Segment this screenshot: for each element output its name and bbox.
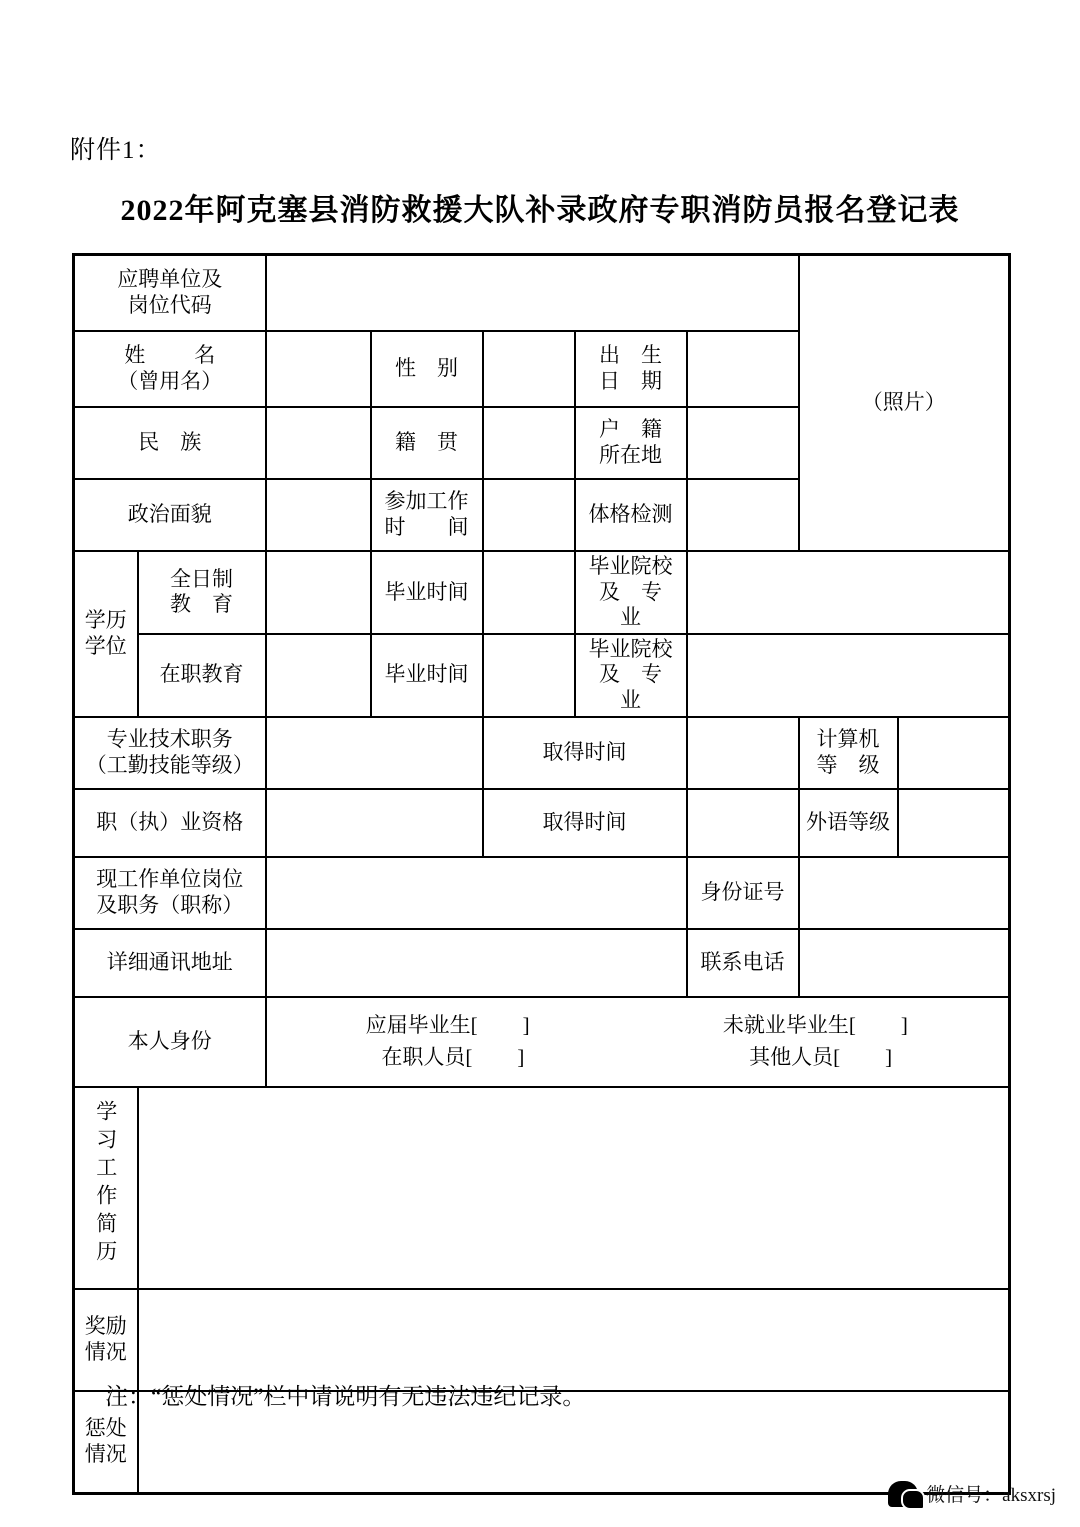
identity-option-bracket[interactable]: [ ] (465, 1044, 526, 1069)
cell-gender-label: 性 别 (371, 331, 483, 407)
cell-school-major-label (575, 551, 687, 634)
reward-line2: 情况 (84, 1339, 127, 1364)
school-major-line1: 毕业院校 (588, 554, 673, 578)
wechat-id-text: 微信号：aksxrsj (926, 1485, 1056, 1506)
school-major2-line1: 毕业院校 (588, 636, 673, 661)
cell-household-value[interactable] (687, 407, 799, 479)
identity-option-other[interactable] (749, 1042, 893, 1074)
cell-unit-code-label (74, 255, 266, 332)
cell-professional-qualification-value[interactable] (266, 789, 483, 857)
cell-graduation-time-value[interactable] (483, 551, 575, 634)
cell-computer-level-label (799, 717, 898, 789)
table-row (74, 789, 1010, 857)
cell-work-start-value[interactable] (483, 479, 575, 551)
cell-obtained-time-value[interactable] (687, 717, 799, 789)
cell-political-label: 政治面貌 (74, 479, 266, 551)
table-row (74, 1289, 1010, 1391)
punishment-line1: 惩处 (84, 1416, 127, 1441)
household-line1: 户 籍 (599, 417, 662, 442)
cell-work-start-label (371, 479, 483, 551)
cell-birth-value[interactable] (687, 331, 799, 407)
cell-id-number-label: 身份证号 (687, 857, 799, 929)
identity-option-unemployed-graduate[interactable] (723, 1010, 909, 1042)
resume-label-text: 学习工作简历 (93, 1100, 118, 1269)
cell-name-value[interactable] (266, 331, 371, 407)
cell-education-degree-label (74, 551, 138, 717)
identity-option-label: 应届毕业生 (365, 1013, 471, 1038)
cell-fulltime-label (138, 551, 266, 634)
cell-ethnicity-value[interactable] (266, 407, 371, 479)
cell-resume-label (74, 1087, 138, 1289)
identity-option-bracket[interactable]: [ ] (470, 1013, 531, 1038)
cell-foreign-language-value[interactable] (898, 789, 1010, 857)
attachment-label: 附件1： (70, 137, 162, 164)
cell-obtained-time-label: 取得时间 (483, 717, 687, 789)
cell-obtained-time2-value[interactable] (687, 789, 799, 857)
cell-current-post-label (74, 857, 266, 929)
cell-name-label (74, 331, 266, 407)
cell-technical-post-label (74, 717, 266, 789)
computer-level-line1: 计算机 (816, 727, 880, 752)
computer-level-line2: 等 级 (816, 752, 880, 777)
cell-birth-label (575, 331, 687, 407)
table-row (74, 255, 1010, 332)
registration-form-table (72, 253, 1011, 1495)
cell-school-major2-label (575, 634, 687, 717)
fulltime-line2: 教 育 (170, 592, 233, 617)
cell-native-place-label: 籍 贯 (371, 407, 483, 479)
cell-phone-value[interactable] (799, 929, 1010, 997)
page-title: 2022年阿克塞县消防救援大队补录政府专职消防员报名登记表 (120, 194, 960, 227)
cell-reward-value[interactable] (138, 1289, 1010, 1391)
identity-option-label: 其他人员 (749, 1044, 834, 1069)
cell-fulltime-value[interactable] (266, 551, 371, 634)
cell-photo: （照片） (799, 255, 1010, 552)
cell-current-post-value[interactable] (266, 857, 687, 929)
cell-foreign-language-label: 外语等级 (799, 789, 898, 857)
reward-line1: 奖励 (84, 1314, 127, 1339)
birth-line1: 出 生 (599, 343, 662, 368)
cell-phone-label: 联系电话 (687, 929, 799, 997)
current-post-line1: 现工作单位岗位 (96, 867, 244, 892)
identity-option-fresh-graduate[interactable] (366, 1010, 531, 1042)
cell-professional-qualification-label: 职（执）业资格 (74, 789, 266, 857)
cell-computer-level-value[interactable] (898, 717, 1010, 789)
identity-option-employed[interactable] (381, 1042, 525, 1074)
cell-inservice-value[interactable] (266, 634, 371, 717)
unit-code-line2: 岗位代码 (127, 293, 212, 317)
cell-address-value[interactable] (266, 929, 687, 997)
work-start-line1: 参加工作 (384, 489, 469, 514)
cell-inservice-label: 在职教育 (138, 634, 266, 717)
current-post-line2: 及职务（职称） (96, 892, 244, 917)
cell-gender-value[interactable] (483, 331, 575, 407)
cell-ethnicity-label: 民 族 (74, 407, 266, 479)
cell-graduation-time-label: 毕业时间 (371, 551, 483, 634)
work-start-line2: 时 间 (384, 515, 469, 539)
cell-graduation-time2-label: 毕业时间 (371, 634, 483, 717)
education-line1: 学历 (84, 608, 127, 633)
fulltime-line1: 全日制 (170, 566, 233, 591)
school-major-line2: 及 专 业 (599, 579, 683, 630)
technical-post-line2: （工勤技能等级） (85, 752, 254, 777)
table-row (74, 929, 1010, 997)
table-row (74, 997, 1010, 1087)
identity-option-label: 在职人员 (381, 1044, 466, 1069)
cell-school-major-value[interactable] (687, 551, 1010, 634)
cell-native-place-value[interactable] (483, 407, 575, 479)
cell-id-number-value[interactable] (799, 857, 1010, 929)
name-line2: （曾用名） (117, 369, 223, 393)
identity-option-bracket[interactable]: [ ] (833, 1044, 894, 1069)
education-line2: 学位 (84, 633, 127, 658)
cell-physical-exam-label: 体格检测 (575, 479, 687, 551)
wechat-watermark (888, 1480, 1056, 1507)
cell-identity-options (266, 997, 1010, 1087)
unit-code-line1: 应聘单位及 (117, 267, 223, 292)
cell-unit-code-value[interactable] (266, 255, 799, 332)
identity-option-bracket[interactable]: [ ] (848, 1013, 909, 1038)
name-line1: 姓 名 (124, 343, 230, 368)
table-row (74, 1087, 1010, 1289)
cell-school-major2-value[interactable] (687, 634, 1010, 717)
cell-household-label (575, 407, 687, 479)
table-row (74, 634, 1010, 717)
table-row (74, 717, 1010, 789)
wechat-icon (888, 1481, 918, 1507)
cell-technical-post-value[interactable] (266, 717, 483, 789)
household-line2: 所在地 (599, 443, 662, 467)
cell-political-value[interactable] (266, 479, 371, 551)
cell-identity-label: 本人身份 (74, 997, 266, 1087)
cell-physical-exam-value[interactable] (687, 479, 799, 551)
punishment-line2: 情况 (84, 1441, 127, 1466)
identity-option-label: 未就业毕业生 (722, 1013, 849, 1038)
technical-post-line1: 专业技术职务 (106, 727, 233, 752)
school-major2-line2: 及 专 业 (599, 662, 683, 713)
form-note: 注：“惩处情况”栏中请说明有无违法违纪记录。 (105, 1384, 586, 1409)
cell-graduation-time2-value[interactable] (483, 634, 575, 717)
table-row (74, 551, 1010, 634)
cell-address-label: 详细通讯地址 (74, 929, 266, 997)
table-row (74, 857, 1010, 929)
cell-reward-label (74, 1289, 138, 1391)
birth-line2: 日 期 (599, 369, 662, 393)
cell-resume-value[interactable] (138, 1087, 1010, 1289)
cell-obtained-time2-label: 取得时间 (483, 789, 687, 857)
